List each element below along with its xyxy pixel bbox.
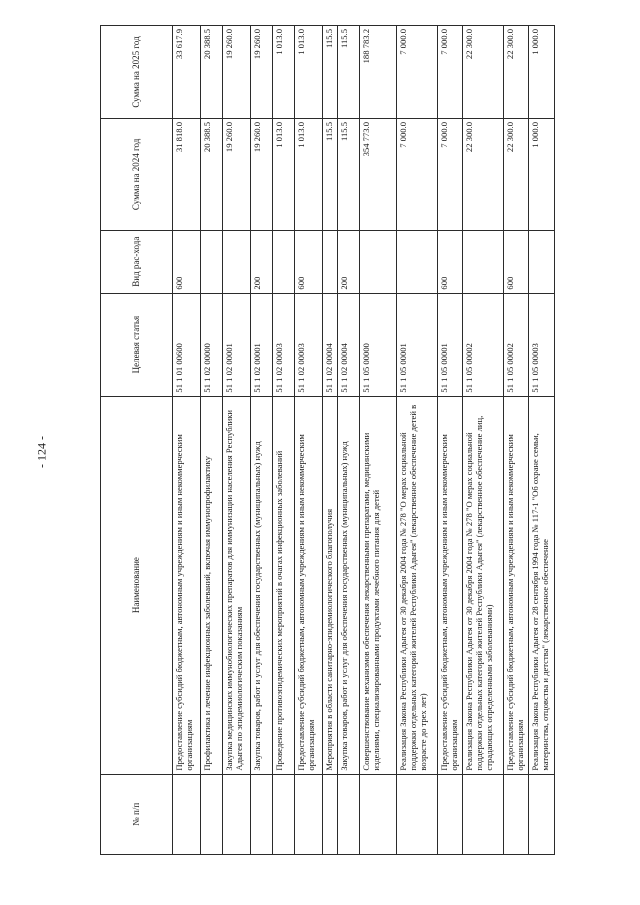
table-row — [396, 26, 437, 855]
budget-table — [100, 25, 555, 855]
row-number — [396, 774, 437, 854]
row-number — [222, 774, 250, 854]
expense-type: 600 — [294, 230, 322, 293]
table-row — [437, 26, 462, 855]
page-number: - 124 - — [34, 436, 49, 468]
sum-2024: 19 260.0 — [222, 119, 250, 231]
item-name: Реализация Закона Республики Адыгея от 30 декабря 2004 года № 278 "О мерах социальной поддержки отдельных категорий жителей Республики Адыгея" (лекарственное обеспечение лиц, страдающих определенными заболеваниями) — [462, 396, 503, 774]
sum-2024: 7 000.0 — [396, 119, 437, 231]
expense-type — [272, 230, 294, 293]
row-number — [359, 774, 396, 854]
item-name: Совершенствование механизмов обеспечения лекарственными препаратами, медицинскими изделиями, специализированными продуктами лечебного питания для детей — [359, 396, 396, 774]
sum-2025: 7 000.0 — [396, 26, 437, 119]
expense-type — [322, 230, 337, 293]
sum-2024: 19 260.0 — [251, 119, 273, 231]
sum-2024: 22 300.0 — [503, 119, 528, 231]
table-row — [173, 26, 201, 855]
target-article: 51 1 05 00002 — [462, 293, 503, 396]
target-article: 51 1 05 00001 — [396, 293, 437, 396]
item-name: Предоставление субсидий бюджетным, автономным учреждениям и иным некоммерческим организациям — [503, 396, 528, 774]
row-number — [437, 774, 462, 854]
item-name: Реализация Закона Республики Адыгея от 30 декабря 2004 года № 278 "О мерах социальной поддержки отдельных категорий жителей Республики Адыгея" (лекарственное обеспечение детей в возрасте до трех лет) — [396, 396, 437, 774]
item-name: Предоставление субсидий бюджетным, автономным учреждениям и иным некоммерческим организациям — [173, 396, 201, 774]
item-name: Мероприятия в области санитарно-эпидемиологического благополучия — [322, 396, 337, 774]
table-row — [294, 26, 322, 855]
sum-2025: 1 013.0 — [272, 26, 294, 119]
sum-2025: 19 260.0 — [222, 26, 250, 119]
sum-2024: 1 013.0 — [294, 119, 322, 231]
table-row — [251, 26, 273, 855]
sum-2025: 19 260.0 — [251, 26, 273, 119]
expense-type: 200 — [337, 230, 359, 293]
table-row — [359, 26, 396, 855]
sum-2024: 22 300.0 — [462, 119, 503, 231]
row-number — [272, 774, 294, 854]
item-name: Предоставление субсидий бюджетным, автономным учреждениям и иным некоммерческим организациям — [294, 396, 322, 774]
header-name: Наименование — [101, 396, 173, 774]
target-article: 51 1 02 00001 — [251, 293, 273, 396]
row-number — [201, 774, 223, 854]
sum-2025: 20 388.5 — [201, 26, 223, 119]
row-number — [294, 774, 322, 854]
sum-2025: 115.5 — [322, 26, 337, 119]
target-article: 51 1 02 00001 — [222, 293, 250, 396]
table-row — [322, 26, 337, 855]
sum-2024: 31 818.0 — [173, 119, 201, 231]
sum-2025: 7 000.0 — [437, 26, 462, 119]
item-name: Закупка медицинских иммунобиологических препаратов для иммунизации населения Республики Адыгея по эпидемиологическим показаниям — [222, 396, 250, 774]
target-article: 51 1 02 00004 — [337, 293, 359, 396]
sum-2024: 7 000.0 — [437, 119, 462, 231]
row-number — [462, 774, 503, 854]
item-name: Предоставление субсидий бюджетным, автономным учреждениям и иным некоммерческим организациям — [437, 396, 462, 774]
target-article: 51 1 05 00001 — [437, 293, 462, 396]
table-row — [222, 26, 250, 855]
expense-type: 600 — [437, 230, 462, 293]
row-number — [503, 774, 528, 854]
item-name: Закупка товаров, работ и услуг для обеспечения государственных (муниципальных) нужд — [251, 396, 273, 774]
budget-table-container — [100, 25, 555, 855]
expense-type — [222, 230, 250, 293]
target-article: 51 1 05 00000 — [359, 293, 396, 396]
table-body — [173, 26, 555, 855]
expense-type: 600 — [503, 230, 528, 293]
sum-2025: 22 300.0 — [503, 26, 528, 119]
header-target-article: Целевая статья — [101, 293, 173, 396]
target-article: 51 1 01 00600 — [173, 293, 201, 396]
sum-2025: 33 617.9 — [173, 26, 201, 119]
target-article: 51 1 02 00000 — [201, 293, 223, 396]
table-row — [272, 26, 294, 855]
item-name: Закупка товаров, работ и услуг для обеспечения государственных (муниципальных) нужд — [337, 396, 359, 774]
item-name: Проведение противоэпидемических мероприятий в очагах инфекционных заболеваний — [272, 396, 294, 774]
target-article: 51 1 05 00003 — [528, 293, 554, 396]
table-row — [462, 26, 503, 855]
sum-2025: 188 783.2 — [359, 26, 396, 119]
expense-type: 200 — [251, 230, 273, 293]
item-name: Реализация Закона Республики Адыгея от 28 сентября 1994 года № 117-1 "Об охране семьи, материнства, отцовства и детства" (лекарственное обеспечение — [528, 396, 554, 774]
sum-2025: 1 000.0 — [528, 26, 554, 119]
header-sum-2024: Сумма на 2024 год — [101, 119, 173, 231]
table-header-row — [101, 26, 173, 855]
target-article: 51 1 05 00002 — [503, 293, 528, 396]
item-name: Профилактика и лечение инфекционных заболеваний, включая иммунопрофилактику — [201, 396, 223, 774]
sum-2024: 354 773.0 — [359, 119, 396, 231]
expense-type — [396, 230, 437, 293]
header-sum-2025: Сумма на 2025 год — [101, 26, 173, 119]
header-expense-type: Вид рас-хода — [101, 230, 173, 293]
sum-2024: 115.5 — [337, 119, 359, 231]
sum-2024: 115.5 — [322, 119, 337, 231]
sum-2024: 1 013.0 — [272, 119, 294, 231]
row-number — [173, 774, 201, 854]
sum-2024: 20 388.5 — [201, 119, 223, 231]
expense-type — [201, 230, 223, 293]
expense-type — [528, 230, 554, 293]
target-article: 51 1 02 00003 — [272, 293, 294, 396]
sum-2024: 1 000.0 — [528, 119, 554, 231]
table-row — [528, 26, 554, 855]
table-row — [503, 26, 528, 855]
target-article: 51 1 02 00003 — [294, 293, 322, 396]
sum-2025: 115.5 — [337, 26, 359, 119]
table-row — [337, 26, 359, 855]
expense-type — [359, 230, 396, 293]
target-article: 51 1 02 00004 — [322, 293, 337, 396]
row-number — [337, 774, 359, 854]
sum-2025: 1 013.0 — [294, 26, 322, 119]
expense-type: 600 — [173, 230, 201, 293]
table-row — [201, 26, 223, 855]
header-number: № п/п — [101, 774, 173, 854]
row-number — [322, 774, 337, 854]
row-number — [528, 774, 554, 854]
sum-2025: 22 300.0 — [462, 26, 503, 119]
expense-type — [462, 230, 503, 293]
row-number — [251, 774, 273, 854]
